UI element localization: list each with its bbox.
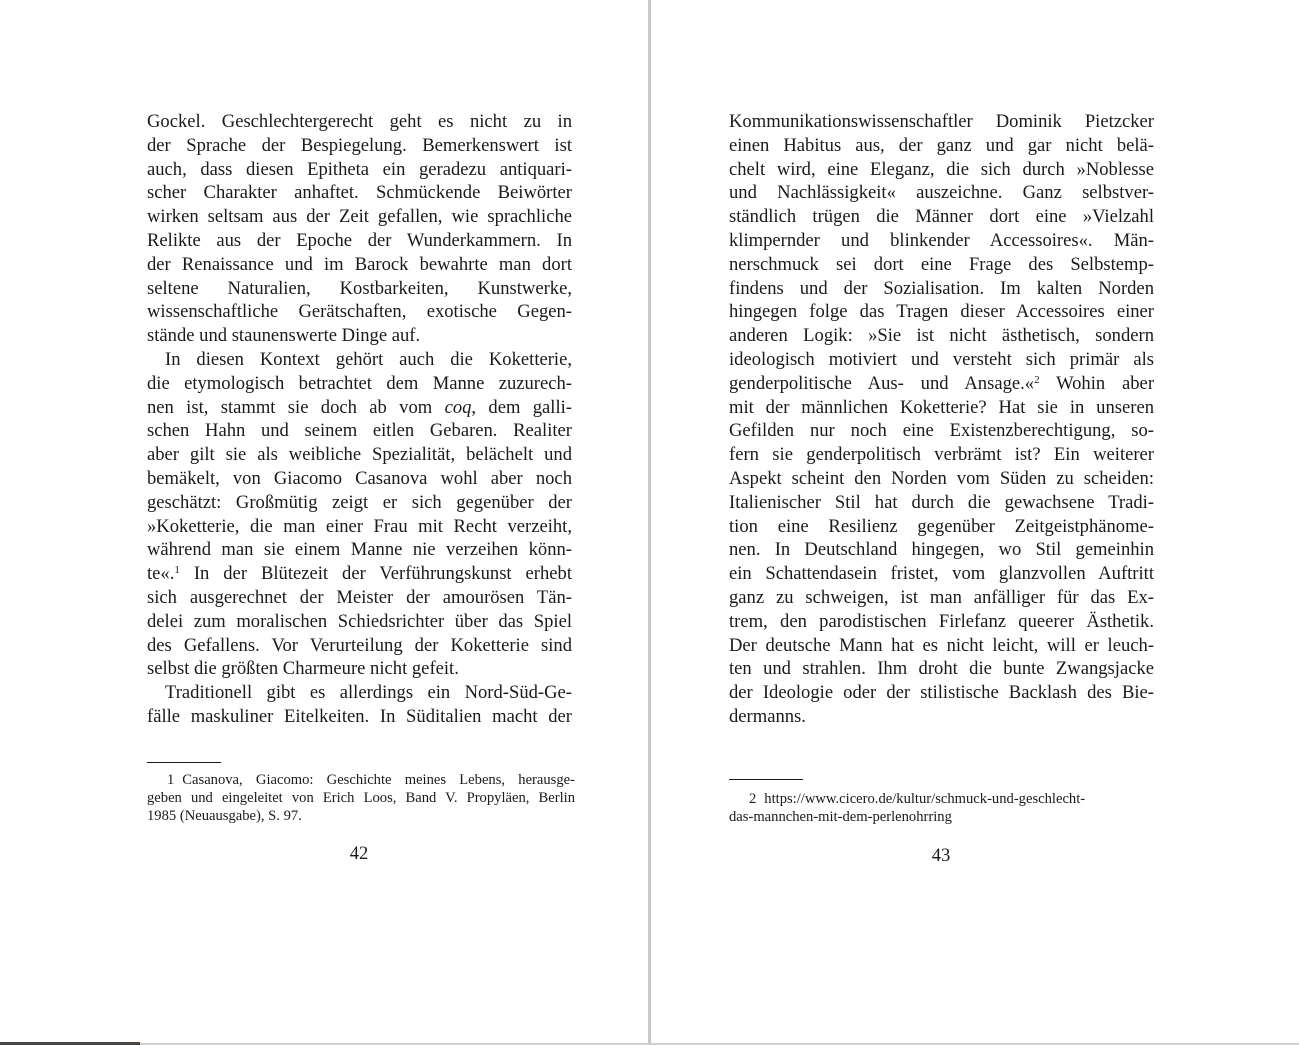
footnote-text: Casanova, Giacomo: Geschichte meines Lebens, herausge-: [182, 772, 575, 788]
footnote: [147, 771, 575, 825]
text-line: hingegen folge das Tragen dieser Accessoires einer: [729, 301, 1154, 323]
text-segment: , dem galli-: [471, 396, 572, 418]
text-line: während man sie einem Manne nie verzeihen könn-: [147, 539, 572, 561]
text-line: einen Habitus aus, der ganz und gar nicht belä-: [729, 134, 1154, 156]
right-page-body-text: [729, 110, 1154, 729]
text-line: ideologisch motiviert und versteht sich primär als: [729, 348, 1154, 370]
text-line-with-italic: [147, 396, 572, 420]
italic-word: coq: [444, 396, 472, 418]
footnote-line: [729, 790, 1157, 808]
text-line: die etymologisch betrachtet dem Manne zuzurech-: [147, 372, 572, 394]
text-line: Gefilden nur noch eine Existenzberechtigung, so-: [729, 420, 1154, 442]
text-line: Gockel. Geschlechtergerecht geht es nicht zu in: [147, 111, 572, 132]
text-line: fern sie genderpolitisch verbrämt ist? Ein weiterer: [729, 444, 1154, 466]
text-line: trem, den parodistischen Firlefanz queerer Ästhetik.: [729, 610, 1154, 632]
footnote-number: 1: [167, 772, 175, 788]
text-line: Italienischer Stil hat durch die gewachsene Tradi-: [729, 491, 1154, 513]
footnote-line: geben und eingeleitet von Erich Loos, Band V. Propyläen, Berlin: [147, 790, 575, 806]
text-line: »Koketterie, die man einer Frau mit Recht verzeiht,: [147, 515, 572, 537]
text-line: der Sprache der Bespiegelung. Bemerkenswert ist: [147, 134, 572, 156]
text-line: seltene Naturalien, Kostbarkeiten, Kunstwerke,: [147, 277, 572, 299]
text-line: aber gilt sie als weibliche Spezialität, belächelt und: [147, 444, 572, 466]
text-segment: genderpolitische Aus- und Ansage.«: [729, 372, 1035, 394]
text-line: wirken seltsam aus der Zeit gefallen, wie sprachliche: [147, 206, 572, 228]
text-line: scher Charakter anhaftet. Schmückende Beiwörter: [147, 182, 572, 204]
text-line: Traditionell gibt es allerdings ein Nord-Süd-Ge-: [165, 682, 572, 704]
text-line: anderen Logik: »Sie ist nicht ästhetisch, sondern: [729, 325, 1154, 347]
text-line: und Nachlässigkeit« auszeichne. Ganz selbstver-: [729, 182, 1154, 204]
text-line: schen Hahn und seinem eitlen Gebaren. Realiter: [147, 420, 572, 442]
footnote: [729, 790, 1157, 826]
left-page: [0, 0, 648, 1043]
left-page-body-text: [147, 110, 572, 729]
page-number: 43: [931, 845, 951, 866]
text-line: der Ideologie oder der stilistische Backlash des Bie-: [729, 682, 1154, 704]
text-line: Kommunikationswissenschaftler Dominik Pietzcker: [729, 111, 1154, 132]
text-line-with-footnote-ref: [147, 562, 572, 586]
text-line: nen. In Deutschland hingegen, wo Stil gemeinhin: [729, 539, 1154, 561]
text-line: klimpernder und blinkender Accessoires«. Män-: [729, 229, 1154, 251]
text-line: tion eine Resilienz gegenüber Zeitgeistphänome-: [729, 515, 1154, 537]
text-line: stände und staunenswerte Dinge auf.: [147, 325, 421, 347]
text-line: ständlich trügen die Männer dort eine »Vielzahl: [729, 206, 1154, 228]
text-line: Relikte aus der Epoche der Wunderkammern. In: [147, 229, 572, 251]
text-line: auch, dass diesen Epitheta ein geradezu antiquari-: [147, 158, 572, 180]
text-line: ten und strahlen. Ihm droht die bunte Zwangsjacke: [729, 658, 1154, 680]
text-line: nerschmuck sei dort eine Frage des Selbstemp-: [729, 253, 1154, 275]
right-page: [651, 0, 1299, 1043]
text-line: fälle maskuliner Eitelkeiten. In Süditalien macht der: [147, 705, 572, 727]
text-segment: In der Blütezeit der Verführungskunst erhebt: [179, 563, 572, 585]
text-line: geschätzt: Großmütig zeigt er sich gegenüber der: [147, 491, 572, 513]
page-number: 42: [349, 843, 369, 864]
text-line: ganz zu schweigen, ist man anfälliger für das Ex-: [729, 586, 1154, 608]
text-segment: te«.: [147, 563, 175, 585]
text-line: Aspekt scheint den Norden vom Süden zu scheiden:: [729, 467, 1154, 489]
footnote-line: 1985 (Neuausgabe), S. 97.: [147, 808, 302, 824]
text-line: der Renaissance und im Barock bewahrte man dort: [147, 253, 572, 275]
text-line: chelt wird, eine Eleganz, die sich durch »Noblesse: [729, 158, 1154, 180]
footnote-text: https://www.cicero.de/kultur/schmuck-und-geschlecht-: [764, 791, 1086, 807]
footnote-rule: [729, 779, 803, 780]
text-line-with-footnote-ref: [729, 372, 1154, 396]
footnote-number: 2: [749, 791, 757, 807]
text-line: sich ausgerechnet der Meister der amourösen Tän-: [147, 586, 572, 608]
footnote-reference: 1: [174, 564, 180, 577]
footnote-line: [147, 771, 575, 789]
text-line: des Gefallens. Vor Verurteilung der Koketterie sind: [147, 634, 572, 656]
text-segment: nen ist, stammt sie doch ab vom: [147, 396, 433, 418]
footnote-reference: 2: [1034, 373, 1040, 386]
footnote-rule: [147, 762, 221, 763]
text-line: selbst die größten Charmeure nicht gefeit.: [147, 658, 459, 680]
text-line: dermanns.: [729, 705, 806, 727]
text-line: wissenschaftliche Gerätschaften, exotische Gegen-: [147, 301, 572, 323]
text-line: ein Schattendasein fristet, vom glanzvollen Auftritt: [729, 563, 1154, 585]
text-segment: Wohin aber: [1039, 372, 1155, 394]
footnote-line: das-mannchen-mit-dem-perlenohrring: [729, 809, 952, 825]
text-line: mit der männlichen Koketterie? Hat sie in unseren: [729, 396, 1154, 418]
text-line: findens und der Sozialisation. Im kalten Norden: [729, 277, 1154, 299]
text-line: Der deutsche Mann hat es nicht leicht, will er leuch-: [729, 634, 1154, 656]
text-line: In diesen Kontext gehört auch die Koketterie,: [165, 348, 572, 370]
text-line: delei zum moralischen Schiedsrichter über das Spiel: [147, 610, 572, 632]
text-line: bemäkelt, von Giacomo Casanova wohl aber noch: [147, 467, 572, 489]
